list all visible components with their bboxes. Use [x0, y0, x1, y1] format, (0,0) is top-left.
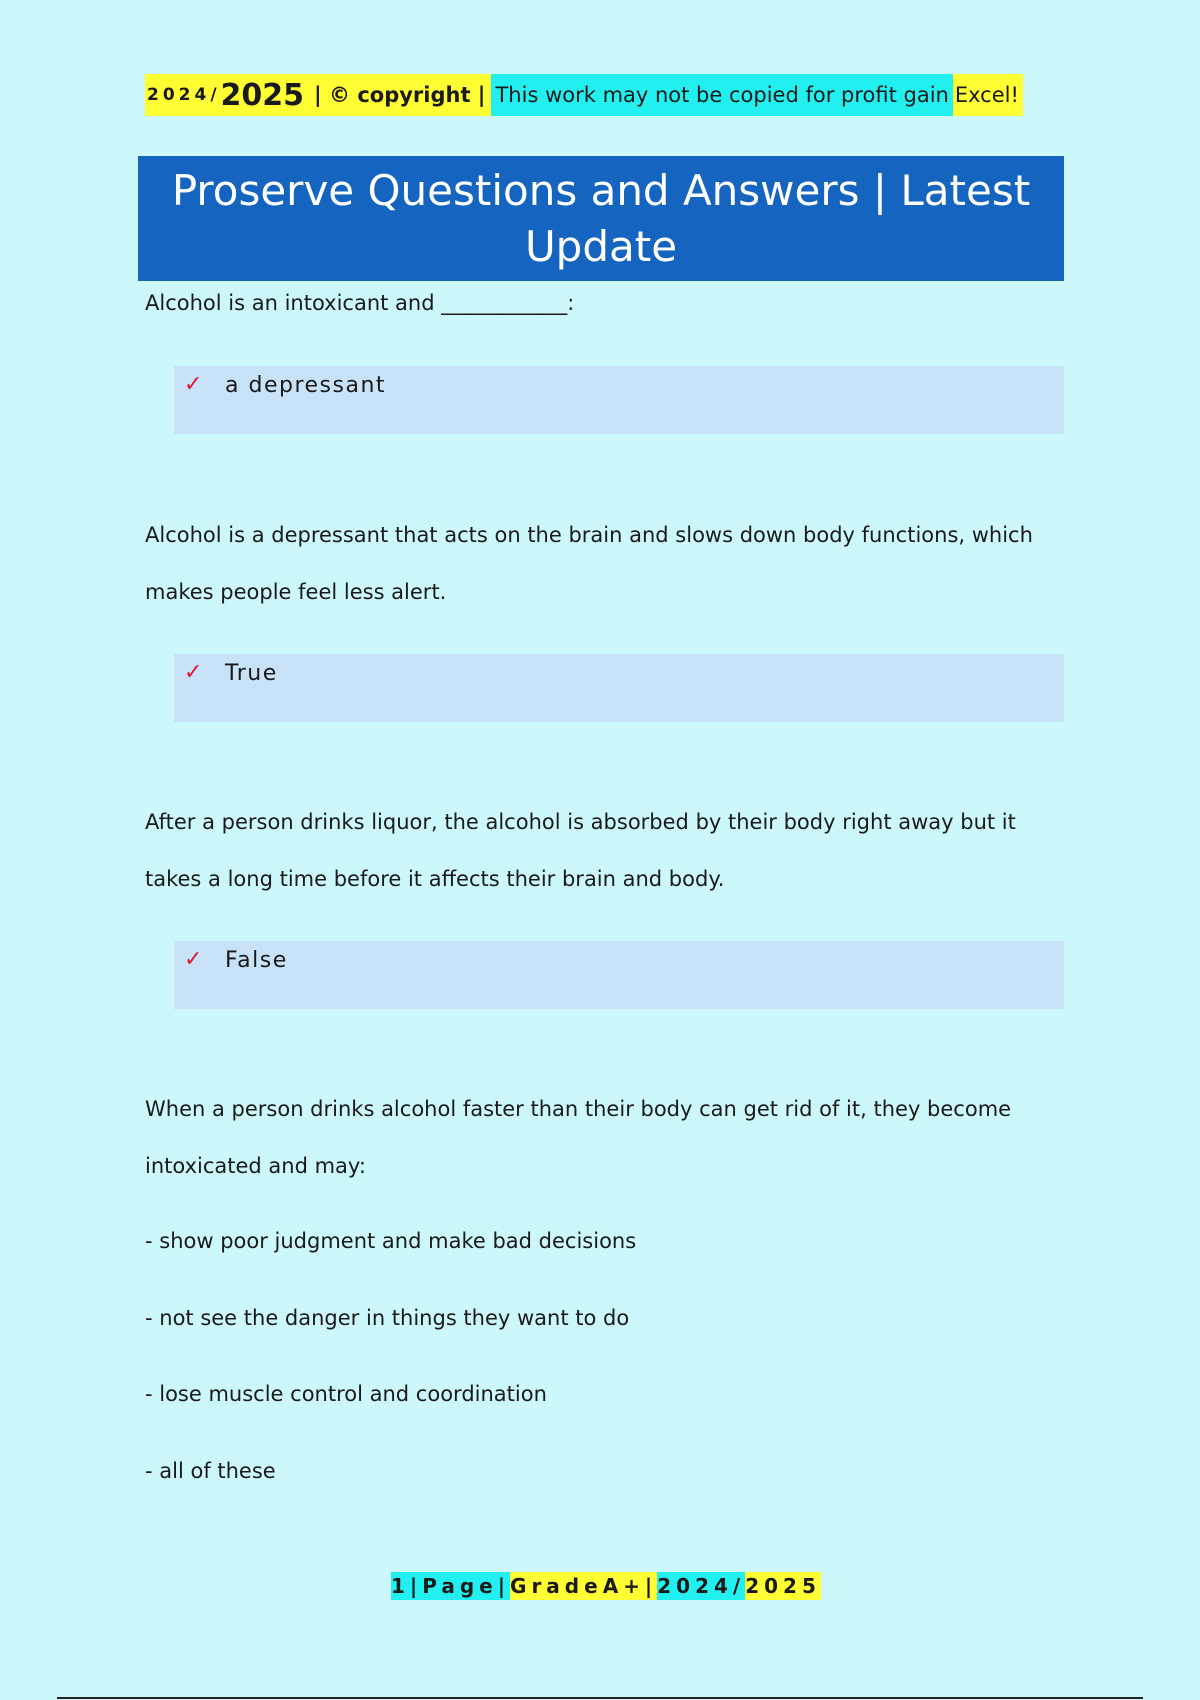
- question-2: Alcohol is a depressant that acts on the brain and slows down body functions, which makes people feel less alert.: [145, 523, 1033, 604]
- footer-year-b: 2025: [745, 1574, 821, 1598]
- header-copyright: | © copyright |: [314, 83, 486, 107]
- option-item: - all of these: [145, 1459, 276, 1483]
- footer-grade: GradeA+|: [510, 1574, 658, 1598]
- header-notice: This work may not be copied for profit gain: [491, 74, 952, 116]
- answer-1: a depressant: [225, 373, 387, 398]
- checkmark-icon: ✓: [184, 947, 203, 972]
- footer-year-a: 2024/: [657, 1574, 746, 1598]
- header-line: [145, 74, 1023, 116]
- option-item: - not see the danger in things they want to do: [145, 1306, 630, 1330]
- question-3: After a person drinks liquor, the alcohol is absorbed by their body right away but it takes a long time before it affects their brain and body.: [145, 810, 1016, 891]
- header-year-small: 2024/: [147, 85, 221, 105]
- footer-page: 1|Page|: [391, 1574, 511, 1598]
- page-footer: [391, 1572, 821, 1600]
- checkmark-icon: ✓: [184, 372, 203, 397]
- question-4: When a person drinks alcohol faster than their body can get rid of it, they become intoxicated and may:: [145, 1097, 1012, 1178]
- option-item: - lose muscle control and coordination: [145, 1382, 547, 1406]
- answer-box-2: [174, 654, 1064, 722]
- option-item: - show poor judgment and make bad decisions: [145, 1229, 637, 1253]
- question-1: Alcohol is an intoxicant and ____________:: [145, 291, 575, 315]
- answer-2: True: [225, 661, 278, 686]
- answer-box-1: [174, 366, 1064, 434]
- header-excel: Excel!: [953, 74, 1023, 116]
- answer-3: False: [225, 948, 288, 973]
- header-year-copyright: [145, 74, 491, 116]
- checkmark-icon: ✓: [184, 660, 203, 685]
- divider: [57, 1697, 1143, 1699]
- page-title: Proserve Questions and Answers | Latest Update: [138, 156, 1064, 281]
- header-year-big: 2025: [220, 77, 305, 113]
- answer-box-3: [174, 941, 1064, 1009]
